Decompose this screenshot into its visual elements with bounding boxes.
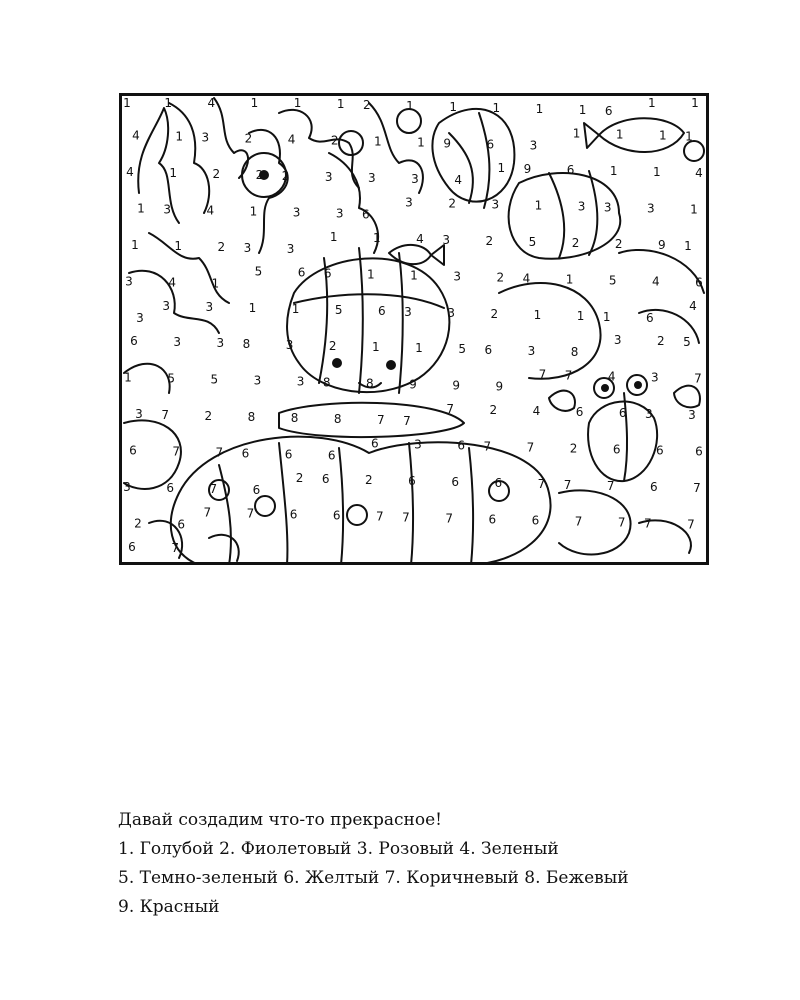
region-number: 9 [443,136,451,151]
region-number: 7 [694,371,702,386]
region-number: 7 [538,367,547,382]
region-number: 1 [329,229,338,244]
region-number: 7 [693,481,701,496]
region-number: 6 [128,540,136,554]
region-number: 7 [445,511,453,526]
region-number: 3 [405,195,413,210]
region-number: 6 [646,310,654,325]
region-number: 2 [363,98,371,112]
region-number: 6 [130,334,138,349]
region-number: 1 [249,204,258,219]
region-number: 6 [695,444,703,459]
region-number: 1 [291,301,300,316]
region-number: 5 [458,342,466,357]
region-number: 3 [205,299,214,314]
region-number: 4 [607,369,616,384]
region-number: 3 [324,169,333,184]
region-number: 4 [132,128,140,143]
caption-legend-line-1: 1. Голубой 2. Фиолетовый 3. Розовый 4. Зеленый [118,839,559,859]
region-number: 1 [250,96,259,110]
region-number: 7 [617,515,626,530]
region-number: 6 [252,483,261,498]
region-number: 2 [657,334,665,349]
region-number: 3 [123,480,131,495]
region-number: 2 [255,167,264,182]
region-number: 1 [415,341,423,356]
region-number: 6 [323,266,332,281]
region-number: 3 [201,130,210,145]
region-number: 3 [135,407,143,422]
region-number: 1 [211,276,220,291]
region-number: 6 [284,447,293,462]
region-number: 2 [490,306,499,321]
region-number: 2 [204,409,213,424]
region-number: 6 [177,517,185,532]
region-number: 5 [210,372,219,387]
region-number: 6 [321,472,330,487]
region-number: 4 [695,165,703,180]
region-number: 8 [290,411,299,426]
region-number: 4 [207,96,216,110]
region-number: 7 [644,516,652,531]
caption-legend-line-3: 9. Красный [118,897,220,917]
region-number: 1 [653,164,661,179]
region-number: 8 [322,375,331,390]
region-number: 7 [563,478,572,493]
region-number: 4 [454,172,462,187]
region-number: 8 [570,345,579,360]
region-number: 6 [531,513,540,528]
region-number: 6 [484,343,493,358]
region-number: 1 [685,129,693,144]
region-number: 7 [526,440,535,455]
region-number: 6 [494,476,503,491]
region-number: 6 [566,162,575,177]
region-number: 3 [603,200,612,215]
region-number: 3 [613,333,622,348]
region-number: 9 [452,378,460,393]
region-number: 9 [495,379,504,394]
region-number: 1 [123,96,131,110]
region-number: 6 [612,442,621,457]
region-number: 7 [483,439,492,454]
region-number: 3 [136,310,144,325]
region-number: 6 [650,480,658,495]
region-number: 3 [285,338,294,353]
region-number: 1 [684,238,692,253]
region-number: 9 [409,377,417,392]
region-number: 1 [691,96,699,110]
region-number: 6 [362,207,370,222]
region-number: 3 [292,205,301,220]
region-number: 9 [523,161,532,176]
region-number: 4 [532,404,541,419]
region-number: 7 [209,482,218,497]
region-number: 1 [124,370,132,385]
region-number: 7 [377,413,385,428]
region-number: 4 [287,132,296,147]
region-number: 1 [565,272,574,287]
region-number: 1 [248,300,257,315]
region-number: 3 [163,202,171,217]
region-number: 7 [537,477,546,492]
region-number: 6 [575,405,584,420]
coloring-outline [119,93,709,565]
region-number: 7 [246,506,255,521]
region-number: 1 [497,160,506,175]
region-number: 2 [281,168,290,183]
region-number: 5 [254,264,263,279]
region-number: 8 [242,337,251,352]
region-number: 2 [365,473,373,488]
region-number: 7 [446,402,454,417]
region-number: 3 [216,336,225,351]
region-number: 1 [533,307,542,322]
region-number: 2 [448,196,456,211]
region-number: 1 [293,96,302,110]
region-number: 1 [367,267,375,282]
region-number: 5 [167,371,175,386]
region-number: 3 [296,374,305,389]
region-number: 4 [522,271,531,286]
region-number: 6 [327,448,336,463]
region-number: 1 [410,268,418,283]
region-number: 1 [164,96,172,110]
region-number: 2 [212,166,221,181]
region-number: 2 [485,233,494,248]
region-number: 3 [447,305,455,320]
region-number: 1 [659,128,667,143]
region-number: 8 [333,412,342,427]
region-number: 6 [451,475,459,490]
region-number: 2 [569,441,578,456]
region-number: 3 [411,171,419,186]
region-number: 3 [286,241,295,256]
region-number: 1 [169,165,177,180]
caption-title: Давай создадим что-то прекрасное! [118,810,443,830]
region-number: 6 [289,507,298,522]
region-number: 6 [457,438,465,453]
region-number: 7 [161,408,169,423]
region-number: 1 [449,100,457,114]
region-number: 6 [371,436,379,451]
region-number: 6 [129,443,137,458]
region-number: 4 [126,164,134,179]
region-number: 1 [373,230,381,245]
region-number: 5 [683,335,691,350]
region-number: 6 [332,508,341,523]
region-number: 7 [172,444,180,459]
region-number: 1 [576,308,585,323]
region-number: 1 [417,135,425,150]
region-number: 7 [687,517,695,532]
region-number: 6 [378,303,386,318]
region-number: 5 [608,273,617,288]
region-number: 4 [206,203,215,218]
region-number: 8 [366,376,374,391]
region-number: 3 [404,304,412,319]
region-number: 3 [577,199,586,214]
region-number: 2 [134,516,142,531]
region-number: 6 [488,512,497,527]
region-number: 1 [534,198,543,213]
region-number: 2 [571,235,580,250]
region-number: 3 [125,274,133,289]
region-number: 2 [244,131,253,146]
region-number: 1 [690,202,698,217]
region-number: 7 [574,514,583,529]
region-number: 3 [253,373,262,388]
region-number: 1 [648,96,656,110]
region-number: 4 [652,274,660,289]
region-number: 9 [658,237,666,252]
caption-block [118,806,758,922]
region-number: 4 [689,298,697,313]
region-number: 7 [606,479,615,494]
region-number: 3 [414,437,422,452]
region-number: 3 [651,370,659,385]
region-number: 1 [609,163,618,178]
region-number: 3 [645,407,653,422]
region-number: 6 [604,104,613,118]
region-number: 3 [335,206,344,221]
coloring-picture [119,93,709,565]
region-number: 3 [491,197,500,212]
region-number: 1 [572,126,581,141]
region-number: 4 [416,231,424,246]
region-number: 6 [408,474,416,489]
region-number: 7 [564,368,573,383]
region-number: 1 [175,129,183,144]
caption-legend-line-2: 5. Темно-зеленый 6. Желтый 7. Коричневый 8. Бежевый [118,868,629,888]
region-number: 2 [217,239,226,254]
region-number: 2 [330,133,339,148]
region-number: 3 [529,138,538,153]
region-number: 7 [402,510,410,525]
region-number: 2 [496,270,505,285]
region-number: 4 [168,275,176,290]
region-number: 3 [173,335,181,350]
region-number: 7 [171,541,179,555]
region-number: 3 [688,408,696,423]
region-number: 6 [166,481,174,496]
region-number: 2 [295,471,304,486]
region-number: 3 [243,240,252,255]
region-number: 1 [406,99,414,113]
region-number: 6 [297,265,306,280]
region-number: 5 [334,302,343,317]
region-number: 6 [486,137,495,152]
region-number: 1 [535,102,544,116]
region-number: 1 [374,134,382,149]
region-number: 3 [647,201,655,216]
region-number: 3 [527,344,536,359]
region-number: 2 [328,339,337,354]
region-number: 3 [453,269,461,284]
region-number: 1 [174,238,182,253]
region-number: 7 [215,445,224,460]
region-number: 6 [618,406,627,421]
region-number: 1 [492,101,501,115]
region-number: 2 [614,236,623,251]
region-number: 2 [489,403,498,418]
region-number: 5 [528,234,537,249]
region-number: 3 [162,298,170,313]
region-number: 1 [578,103,587,117]
region-number: 1 [137,201,145,216]
region-number: 7 [203,505,212,520]
region-number: 1 [615,127,624,142]
region-number: 1 [336,97,345,111]
region-number: 7 [403,414,411,429]
region-number: 3 [368,170,376,185]
region-number: 8 [247,410,256,425]
region-number: 6 [695,275,703,290]
region-number: 1 [602,309,611,324]
region-number: 6 [656,443,664,458]
region-number: 6 [241,446,250,461]
region-number: 1 [372,340,380,355]
region-number: 1 [131,237,139,252]
region-number: 7 [376,509,384,524]
region-number: 3 [442,232,450,247]
